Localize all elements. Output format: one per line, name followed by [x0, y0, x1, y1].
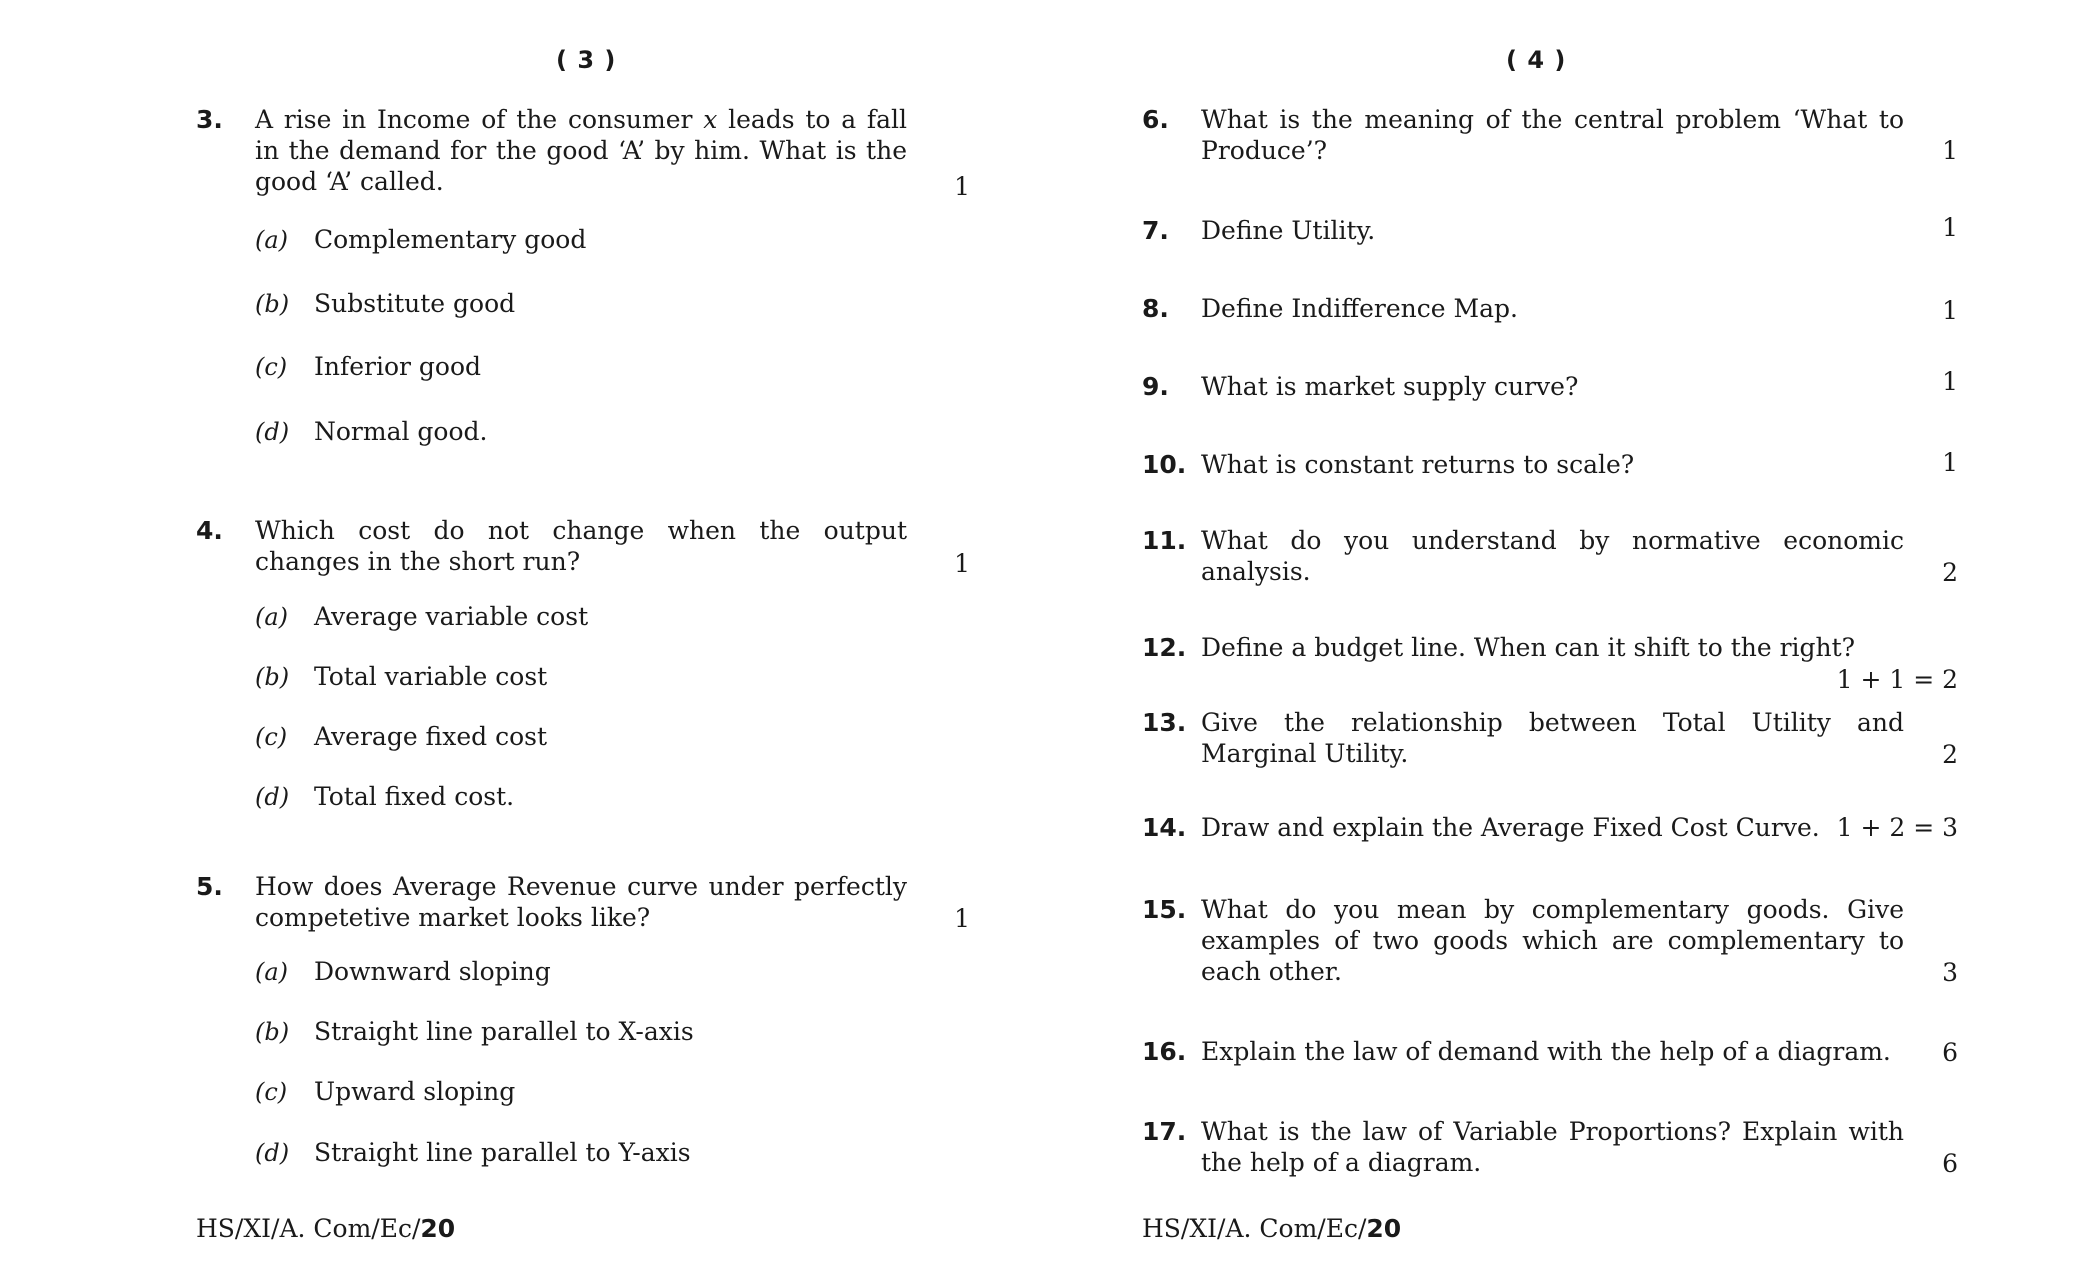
- option-label: (d): [255, 1139, 290, 1167]
- question-marks: 1: [1942, 448, 1958, 477]
- option-label: (d): [255, 418, 290, 446]
- option-text: Normal good.: [314, 417, 488, 446]
- option-text: Inferior good: [314, 352, 482, 381]
- question-marks: 1: [954, 904, 970, 933]
- question-marks: 2: [1942, 558, 1958, 587]
- question-number: 13.: [1142, 708, 1187, 737]
- option-label: (a): [255, 226, 289, 254]
- option-label: (c): [255, 1078, 288, 1106]
- question-number: 3.: [196, 105, 223, 134]
- right-page: [1050, 0, 2100, 1275]
- footer-code: HS/XI/A. Com/Ec/20: [196, 1214, 456, 1243]
- question-number: 14.: [1142, 813, 1187, 842]
- question-number: 8.: [1142, 294, 1169, 323]
- option-label: (c): [255, 353, 288, 381]
- question-marks: 1: [954, 172, 970, 201]
- page-number: ( 3 ): [556, 46, 617, 74]
- option-label: (b): [255, 290, 290, 318]
- question-text: Which cost do not change when the output changes in the short run?: [255, 516, 907, 576]
- option-text: Average variable cost: [314, 602, 589, 631]
- option-text: Downward sloping: [314, 957, 551, 986]
- question-text: Define Utility.: [1201, 216, 1376, 245]
- question-text: A rise in Income of the consumer x leads to a fall in the demand for the good ‘A’ by him. What is the good ‘A’ called.: [255, 105, 907, 196]
- question-number: 11.: [1142, 526, 1187, 555]
- option-label: (b): [255, 1018, 290, 1046]
- question-marks: 1: [1942, 296, 1958, 325]
- question-text: What is constant returns to scale?: [1201, 450, 1635, 479]
- question-marks: 1: [1942, 367, 1958, 396]
- option-text: Total variable cost: [314, 662, 548, 691]
- question-marks: 1: [954, 549, 970, 578]
- question-marks: 1: [1942, 213, 1958, 242]
- question-number: 10.: [1142, 450, 1187, 479]
- option-label: (b): [255, 663, 290, 691]
- option-label: (c): [255, 723, 288, 751]
- option-text: Upward sloping: [314, 1077, 516, 1106]
- question-text: Give the relationship between Total Utility and Marginal Utility.: [1201, 708, 1904, 768]
- option-text: Total fixed cost.: [314, 782, 515, 811]
- option-text: Average fixed cost: [314, 722, 548, 751]
- question-text: Explain the law of demand with the help of a diagram.: [1201, 1037, 1891, 1066]
- question-number: 16.: [1142, 1037, 1187, 1066]
- question-text: Draw and explain the Average Fixed Cost Curve.: [1201, 813, 1820, 842]
- question-number: 7.: [1142, 216, 1169, 245]
- question-marks: 6: [1942, 1149, 1958, 1178]
- question-text: What is the law of Variable Proportions? Explain with the help of a diagram.: [1201, 1117, 1904, 1177]
- question-text: What is the meaning of the central problem ‘What to Produce’?: [1201, 105, 1904, 165]
- question-number: 17.: [1142, 1117, 1187, 1146]
- option-text: Straight line parallel to X-axis: [314, 1017, 694, 1046]
- question-number: 4.: [196, 516, 223, 545]
- page-number: ( 4 ): [1506, 46, 1567, 74]
- option-text: Complementary good: [314, 225, 587, 254]
- question-text: How does Average Revenue curve under perfectly competetive market looks like?: [255, 872, 907, 932]
- question-text: What do you understand by normative economic analysis.: [1201, 526, 1904, 586]
- question-number: 12.: [1142, 633, 1187, 662]
- question-marks: 1: [1942, 136, 1958, 165]
- question-number: 6.: [1142, 105, 1169, 134]
- question-text: Define Indifference Map.: [1201, 294, 1518, 323]
- option-label: (d): [255, 783, 290, 811]
- question-marks: 6: [1942, 1038, 1958, 1067]
- question-text: What do you mean by complementary goods. Give examples of two goods which are complementary to each other.: [1201, 895, 1904, 986]
- question-marks: 1 + 1 = 2: [1836, 665, 1958, 694]
- question-number: 9.: [1142, 372, 1169, 401]
- option-text: Substitute good: [314, 289, 516, 318]
- question-number: 5.: [196, 872, 223, 901]
- question-marks: 3: [1942, 958, 1958, 987]
- question-number: 15.: [1142, 895, 1187, 924]
- question-marks: 2: [1942, 740, 1958, 769]
- question-marks: 1 + 2 = 3: [1836, 813, 1958, 842]
- option-label: (a): [255, 603, 289, 631]
- option-text: Straight line parallel to Y-axis: [314, 1138, 691, 1167]
- question-text: Define a budget line. When can it shift to the right?: [1201, 633, 1856, 662]
- option-label: (a): [255, 958, 289, 986]
- question-text: What is market supply curve?: [1201, 372, 1579, 401]
- footer-code: HS/XI/A. Com/Ec/20: [1142, 1214, 1402, 1243]
